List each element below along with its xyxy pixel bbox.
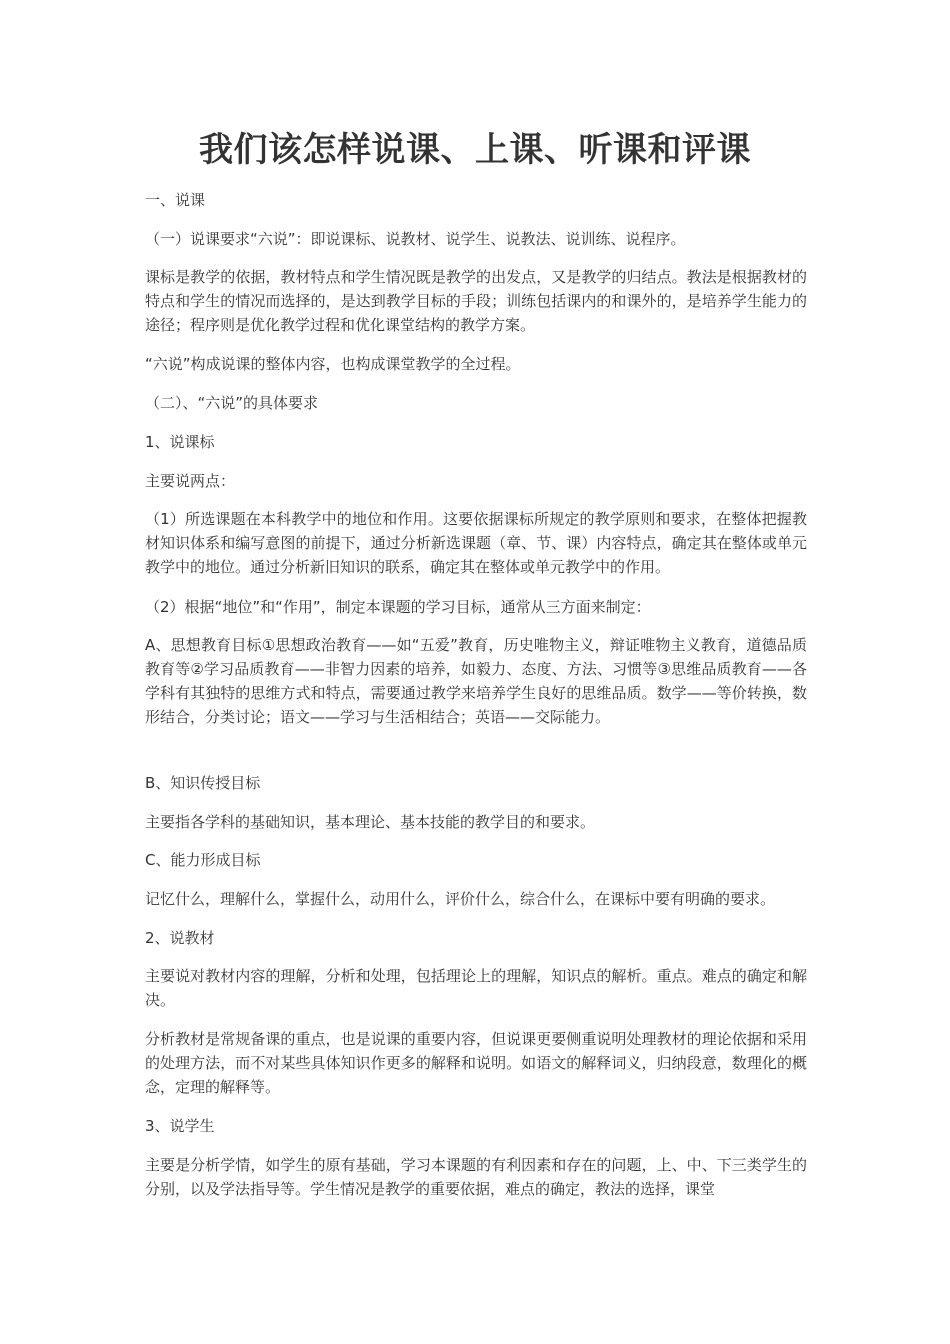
paragraph-six-requirements: （一）说课要求“六说”：即说课标、说教材、说学生、说教法、说训练、说程序。 [145,230,686,248]
paragraph-six-whole: “六说”构成说课的整体内容，也构成课堂教学的全过程。 [145,355,521,373]
heading-goal-c: C、能力形成目标 [145,851,261,869]
heading-textbook: 2、说教材 [145,929,215,947]
paragraph-goal-a: A、思想教育目标①思想政治教育——如“五爱”教育，历史唯物主义，辩证唯物主义教育，道德品质教育等②学习品质教育——非智力因素的培养，如毅力、态度、方法、习惯等③思维品质教育——各学科有其独特的思维方式和特点，需要通过教学来培养学生良好的思维品质。数学——等价转换，数形结合，分类讨论；语文——学习与生活相结合；英语——交际能力。 [145,636,807,726]
paragraph-curriculum-basis: 课标是教学的依据，教材特点和学生情况既是教学的出发点，又是教学的归结点。教法是根据教材的特点和学生的情况而选择的，是达到教学目标的手段；训练包括课内的和课外的，是培养学生能力的途径；程序则是优化教学过程和优化课堂结构的教学方案。 [145,268,807,334]
paragraph-goal-c: 记忆什么，理解什么，掌握什么，动用什么，评价什么，综合什么，在课标中要有明确的要求。 [145,890,776,908]
heading-shuoke: 一、说课 [145,191,206,209]
paragraph-goal-b: 主要指各学科的基础知识，基本理论、基本技能的教学目的和要求。 [145,813,596,831]
paragraph-point-1: （1）所选课题在本科教学中的地位和作用。这要依据课标所规定的教学原则和要求，在整体把握教材知识体系和编写意图的前提下，通过分析新选课题（章、节、课）内容特点，确定其在整体或单元教学中的地位。通过分析新旧知识的联系，确定其在整体或单元教学中的作用。 [145,510,807,576]
paragraph-textbook-1: 主要说对教材内容的理解，分析和处理，包括理论上的理解，知识点的解析。重点。难点的确定和解决。 [145,967,807,1009]
paragraph-students: 主要是分析学情，如学生的原有基础，学习本课题的有利因素和存在的问题，上、中、下三类学生的分别，以及学法指导等。学生情况是教学的重要依据，难点的确定，教法的选择，课堂 [145,1156,807,1198]
heading-goal-b: B、知识传授目标 [145,774,261,792]
paragraph-two-points: 主要说两点： [145,472,236,490]
paragraph-point-2: （2）根据“地位”和“作用”，制定本课题的学习目标，通常从三方面来制定： [145,598,651,616]
paragraph-textbook-2: 分析教材是常规备课的重点，也是说课的重要内容，但说课更要侧重说明处理教材的理论依据和采用的处理方法，而不对某些具体知识作更多的解释和说明。如语文的解释词义，归纳段意，数理化的概念，定理的解释等。 [145,1030,807,1096]
heading-students: 3、说学生 [145,1117,215,1135]
document-title: 我们该怎样说课、上课、听课和评课 [199,130,751,170]
heading-curriculum: 1、说课标 [145,433,215,451]
heading-specific-reqs: （二）、“六说”的具体要求 [145,394,319,412]
